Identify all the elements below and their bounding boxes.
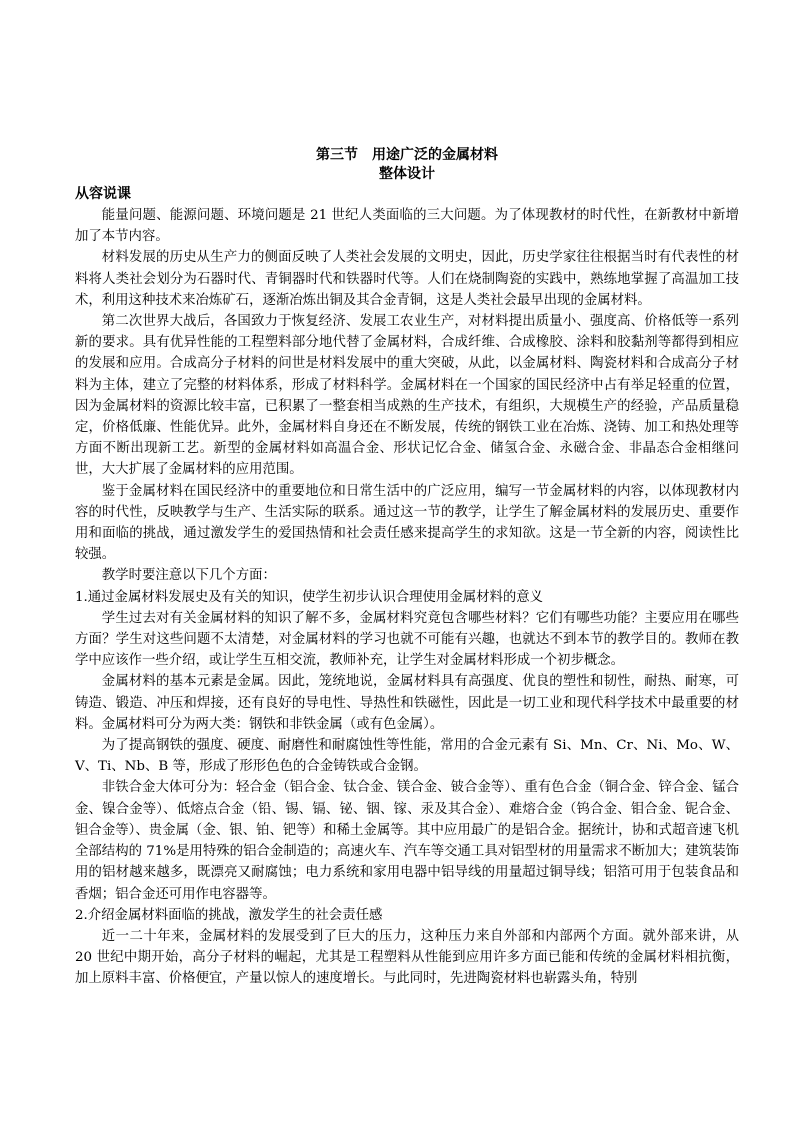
paragraph: 能量问题、能源问题、环境问题是 21 世纪人类面临的三大问题。为了体现教材的时代性，在新教材中新增加了本节内容。 xyxy=(75,208,739,245)
paragraph: 近一二十年来，金属材料的发展受到了巨大的压力，这种压力来自外部和内部两个方面。就外部来讲，从 20 世纪中期开始，高分子材料的崛起，尤其是工程塑料从性能到应用许多方面已能和传统的金属材料相抗衡，加上原料丰富、价格便宜，产量以惊人的速度增长。与此同时，先进陶瓷材料也崭露头角，特别 xyxy=(75,928,739,987)
paragraph: 第二次世界大战后，各国致力于恢复经济、发展工农业生产，对材料提出质量小、强度高、价格低等一系列新的要求。具有优异性能的工程塑料部分地代替了金属材料，合成纤维、合成橡胶、涂料和胶黏剂等都得到相应的发展和应用。合成高分子材料的问世是材料发展中的重大突破，从此，以金属材料、陶瓷材料和合成高分子材料为主体，建立了完整的材料体系，形成了材料科学。金属材料在一个国家的国民经济中占有举足轻重的位置，因为金属材料的资源比较丰富，已积累了一整套相当成熟的生产技术，有组织，大规模生产的经验，产品质量稳定，价格低廉、性能优异。此外，金属材料自身还在不断发展，传统的钢铁工业在冶炼、浇铸、加工和热处理等方面不断出现新工艺。新型的金属材料如高温合金、形状记忆合金、储氢合金、永磁合金、非晶态合金相继问世，大大扩展了金属材料的应用范围。 xyxy=(75,314,739,478)
point-heading: 2.介绍金属材料面临的挑战，激发学生的社会责任感 xyxy=(75,907,383,923)
paragraph: 学生过去对有关金属材料的知识了解不多，金属材料究竟包含哪些材料？它们有哪些功能？主要应用在哪些方面？学生对这些问题不太清楚，对金属材料的学习也就不可能有兴趣，也就达不到本节的教学目的。教师在教学中应该作一些介绍，或让学生互相交流，教师补充，让学生对金属材料形成一个初步概念。 xyxy=(75,610,739,669)
paragraph: 为了提高钢铁的强度、硬度、耐磨性和耐腐蚀性等性能，常用的合金元素有 Si、Mn、Cr、Ni、Mo、W、V、Ti、Nb、B 等，形成了形形色色的合金铸铁或合金钢。 xyxy=(75,738,739,775)
document-subtitle: 整体设计 xyxy=(379,166,435,182)
point-heading: 1.通过金属材料发展史及有关的知识，使学生初步认识合理使用金属材料的意义 xyxy=(75,589,544,605)
paragraph: 教学时要注意以下几个方面： xyxy=(101,568,276,584)
paragraph: 金属材料的基本元素是金属。因此，笼统地说，金属材料具有高强度、优良的塑性和韧性，耐热、耐寒，可铸造、锻造、冲压和焊接，还有良好的导电性、导热性和铁磁性，因此是一切工业和现代科学技术中最重要的材料。金属材料可分为两大类：钢铁和非铁金属（或有色金属）。 xyxy=(75,674,739,732)
document-page xyxy=(75,146,739,990)
paragraph: 材料发展的历史从生产力的侧面反映了人类社会发展的文明史，因此，历史学家往往根据当时有代表性的材料将人类社会划分为石器时代、青铜器时代和铁器时代等。人们在烧制陶瓷的实践中，熟练地掌握了高温加工技术，利用这种技术来冶炼矿石，逐渐冶炼出铜及其合金青铜，这是人类社会最早出现的金属材料。 xyxy=(75,250,739,308)
section-heading: 从容说课 xyxy=(75,186,131,202)
paragraph: 鉴于金属材料在国民经济中的重要地位和日常生活中的广泛应用，编写一节金属材料的内容，以体现教材内容的时代性，反映教学与生产、生活实际的联系。通过这一节的教学，让学生了解金属材料的发展历史、重要作用和面临的挑战，通过激发学生的爱国热情和社会责任感来提高学生的求知欲。这是一节全新的内容，阅读性比较强。 xyxy=(75,483,739,563)
paragraph: 非铁合金大体可分为：轻合金（铝合金、钛合金、镁合金、铍合金等）、重有色合金（铜合金、锌合金、锰合金、镍合金等）、低熔点合金（铅、锡、镉、铋、铟、镓、汞及其合金）、难熔合金（钨合金、钼合金、铌合金、钽合金等）、贵金属（金、银、铂、钯等）和稀土金属等。其中应用最广的是铝合金。据统计，协和式超音速飞机全部结构的 71%是用特殊的铝合金制造的；高速火车、汽车等交通工具对铝型材的用量需求不断加大；建筑装饰用的铝材越来越多，既漂亮又耐腐蚀；电力系统和家用电器中铝导线的用量超过铜导线；铝箔可用于包装食品和香烟；铝合金还可用作电容器等。 xyxy=(75,780,739,902)
document-title: 第三节 用途广泛的金属材料 xyxy=(316,147,498,163)
